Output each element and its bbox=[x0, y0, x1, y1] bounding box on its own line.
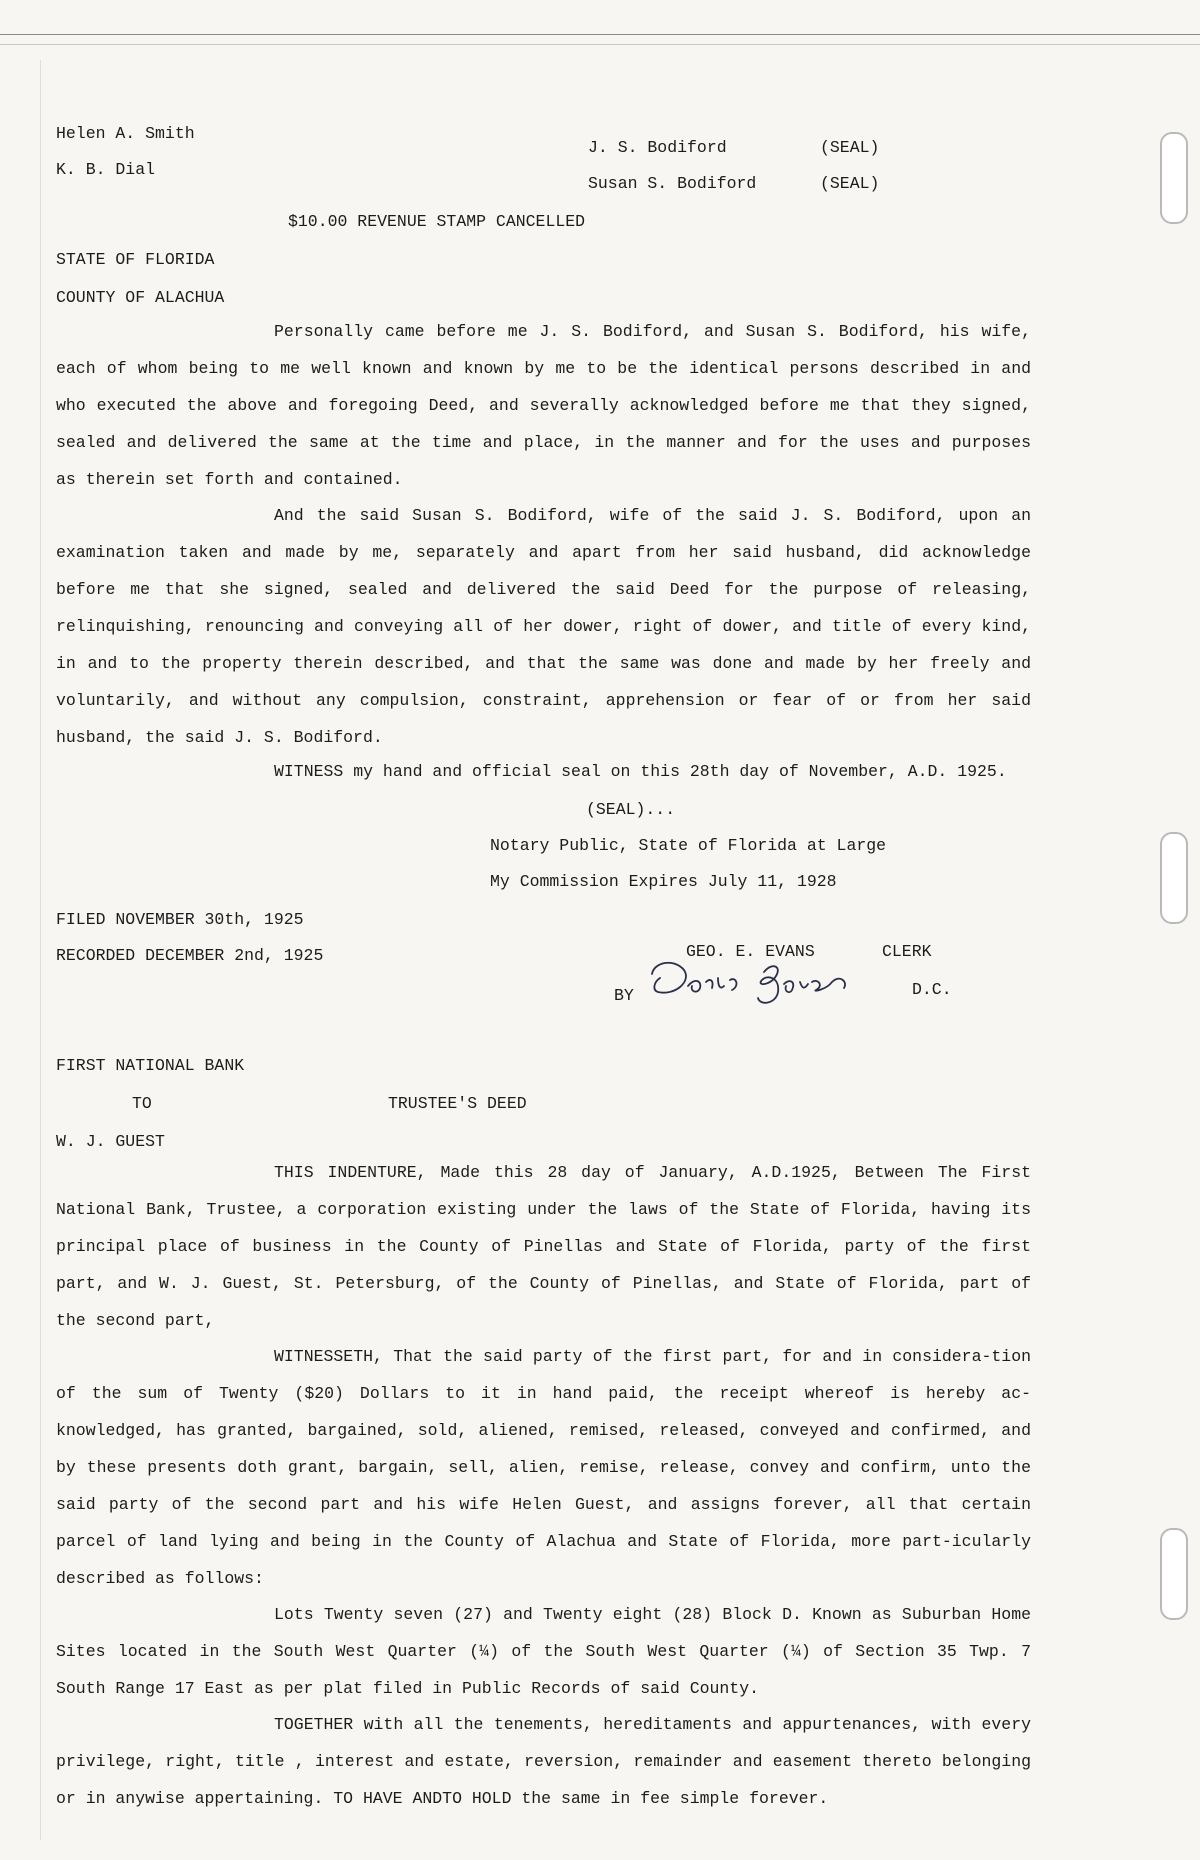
clerk-title: CLERK bbox=[882, 942, 932, 961]
grantor-1: J. S. Bodiford bbox=[588, 138, 727, 157]
deed-grantor: FIRST NATIONAL BANK bbox=[56, 1056, 245, 1075]
deed-to: TO bbox=[132, 1094, 152, 1113]
witness-2: K. B. Dial bbox=[56, 160, 156, 179]
grantor-2: Susan S. Bodiford bbox=[588, 174, 757, 193]
deputy-clerk-label: D.C. bbox=[912, 980, 952, 999]
by-label: BY bbox=[614, 986, 634, 1005]
binder-hole-top bbox=[1160, 132, 1188, 224]
deed-paragraph-4: TOGETHER with all the tenements, hereditaments and appurtenances, with every privilege, right, title , interest and estate, reversion, remainder and easement thereto belonging or in anywise appertaining. TO HAVE ANDTO HOLD the same in fee simple forever. bbox=[56, 1715, 1031, 1808]
deed-title: TRUSTEE'S DEED bbox=[388, 1094, 527, 1113]
deed-paragraph-1: THIS INDENTURE, Made this 28 day of January, A.D.1925, Between The First National Bank, Trustee, a corporation existing under the laws of the State of Florida, having its principal place of business in the County of Pinellas and State of Florida, party of the first part, and W. J. Guest, St. Petersburg, of the County of Pinellas, and State of Florida, part of the second part, bbox=[56, 1163, 1031, 1330]
binder-hole-bottom bbox=[1160, 1528, 1188, 1620]
notary-seal: (SEAL)... bbox=[586, 800, 676, 819]
deed-paragraph-3: Lots Twenty seven (27) and Twenty eight (28) Block D. Known as Suburban Home Sites located in the South West Quarter (¼) of the South West Quarter (¼) of Section 35 Twp. 7 South Range 17 East as per plat filed in Public Records of said County. bbox=[56, 1605, 1031, 1698]
notary-title: Notary Public, State of Florida at Large bbox=[490, 836, 887, 855]
commission-expiry: My Commission Expires July 11, 1928 bbox=[490, 872, 837, 891]
top-rule bbox=[0, 34, 1200, 35]
recorded-date: RECORDED DECEMBER 2nd, 1925 bbox=[56, 946, 324, 965]
acknowledgment-paragraph-2: And the said Susan S. Bodiford, wife of the said J. S. Bodiford, upon an examination taken and made by me, separately and apart from her said husband, did acknowledge before me that she signed, sealed and delivered the said Deed for the purpose of releasing, relinquishing, renouncing and conveying all of her dower, right of dower, and title of every kind, in and to the property therein described, and that the same was done and made by her freely and voluntarily, and without any compulsion, constraint, apprehension or fear of or from her said husband, the said J. S. Bodiford. bbox=[56, 506, 1031, 747]
clerk-name: GEO. E. EVANS bbox=[686, 942, 815, 961]
deed-paragraph-2: WITNESSETH, That the said party of the first part, for and in considera-tion of the sum of Twenty ($20) Dollars to it in hand paid, the receipt whereof is hereby ac-knowledged, has granted, bargained, sold, aliened, remised, released, conveyed and confirmed, and by these presents doth grant, bargain, sell, alien, remise, release, convey and confirm, unto the said party of the second part and his wife Helen Guest, and assigns forever, all that certain parcel of land lying and being in the County of Alachua and State of Florida, more part-icularly described as follows: bbox=[56, 1347, 1031, 1588]
state-heading: STATE OF FLORIDA bbox=[56, 250, 215, 269]
witness-1: Helen A. Smith bbox=[56, 124, 195, 143]
binder-hole-middle bbox=[1160, 832, 1188, 924]
witness-line: WITNESS my hand and official seal on this 28th day of November, A.D. 1925. bbox=[274, 762, 1007, 781]
seal-2: (SEAL) bbox=[820, 174, 880, 193]
filed-date: FILED NOVEMBER 30th, 1925 bbox=[56, 910, 304, 929]
deed-grantee: W. J. GUEST bbox=[56, 1132, 165, 1151]
left-margin-line bbox=[40, 60, 41, 1840]
county-heading: COUNTY OF ALACHUA bbox=[56, 288, 225, 307]
seal-1: (SEAL) bbox=[820, 138, 880, 157]
acknowledgment-paragraph-1: Personally came before me J. S. Bodiford, and Susan S. Bodiford, his wife, each of whom being to me well known and known by me to be the identical persons described in and who executed the above and foregoing Deed, and severally acknowledged before me that they signed, sealed and delivered the same at the time and place, in the manner and for the uses and purposes as therein set forth and contained. bbox=[56, 322, 1031, 489]
revenue-stamp-note: $10.00 REVENUE STAMP CANCELLED bbox=[288, 212, 586, 231]
deputy-clerk-signature bbox=[644, 952, 864, 1008]
top-rule-secondary bbox=[0, 44, 1200, 45]
